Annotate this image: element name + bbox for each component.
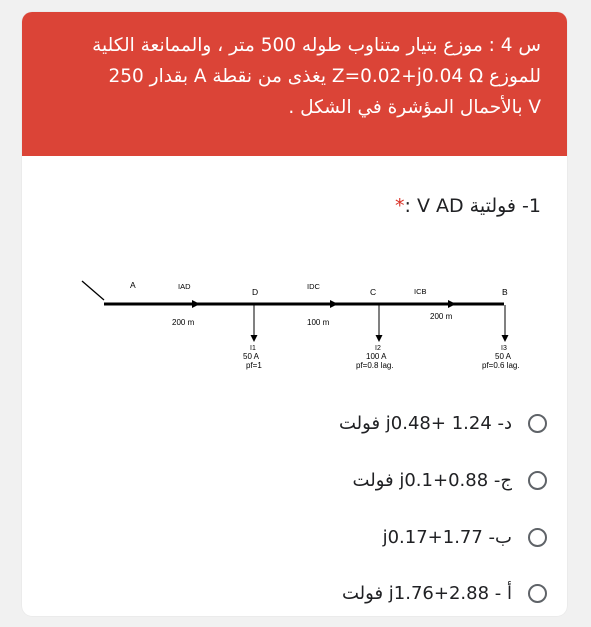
- load-2-pf: pf=0.8 lag.: [356, 361, 394, 370]
- header-line-3: V بالأحمال المؤشرة في الشكل .: [288, 97, 541, 118]
- question-text: 1- فولتية V AD :: [404, 195, 541, 217]
- option-a[interactable]: [342, 578, 547, 608]
- header-line-1: س 4 : موزع بتيار متناوب طوله 500 متر ، والممانعة الكلية: [92, 35, 541, 56]
- option-b-label: ب- 1.77+j0.17: [382, 526, 512, 548]
- current-icb: ICB: [414, 287, 427, 296]
- option-d-label: د- 1.24 +j0.48 فولت: [338, 412, 512, 434]
- option-b[interactable]: [383, 522, 547, 552]
- load-3-pf: pf=0.6 lag.: [482, 361, 520, 370]
- distributor-diagram: [72, 262, 542, 392]
- radio-button[interactable]: [528, 584, 547, 603]
- drop-b-arrow: [502, 335, 509, 342]
- node-a: A: [130, 280, 136, 290]
- option-d[interactable]: [339, 408, 547, 438]
- radio-button[interactable]: [528, 528, 547, 547]
- radio-button[interactable]: [528, 471, 547, 490]
- question-header: [22, 12, 567, 156]
- current-iad: IAD: [178, 282, 191, 291]
- drop-c-arrow: [376, 335, 383, 342]
- segment-dc: 100 m: [307, 318, 330, 327]
- required-mark: *: [395, 195, 405, 217]
- question-card: [22, 12, 567, 616]
- header-line-2: للموزع Z=0.02+j0.04 Ω يغذى من نقطة A بقدار 250: [108, 66, 541, 87]
- option-a-label: أ - 2.88+j1.76 فولت: [341, 582, 512, 604]
- current-idc: IDC: [307, 282, 320, 291]
- segment-ad: 200 m: [172, 318, 195, 327]
- radio-button[interactable]: [528, 414, 547, 433]
- switch-line: [82, 281, 104, 300]
- load-1-pf: pf=1: [246, 361, 262, 370]
- load-2-label: I2: [375, 345, 381, 352]
- load-2-current: 100 A: [366, 352, 387, 361]
- arrow-cb: [448, 300, 456, 308]
- node-c: C: [370, 287, 377, 297]
- segment-cb: 200 m: [430, 312, 453, 321]
- diagram-svg: [72, 262, 542, 392]
- arrow-dc: [330, 300, 338, 308]
- load-1-label: I1: [250, 345, 256, 352]
- load-3-current: 50 A: [495, 352, 512, 361]
- arrow-ad: [192, 300, 200, 308]
- node-d: D: [252, 287, 259, 297]
- option-c-label: ج- 0.88+j0.1 فولت: [352, 469, 512, 491]
- load-1-current: 50 A: [243, 352, 260, 361]
- node-b: B: [502, 287, 508, 297]
- load-3-label: I3: [501, 345, 507, 352]
- drop-d-arrow: [251, 335, 258, 342]
- option-c[interactable]: [353, 465, 547, 495]
- question-title: [389, 195, 541, 217]
